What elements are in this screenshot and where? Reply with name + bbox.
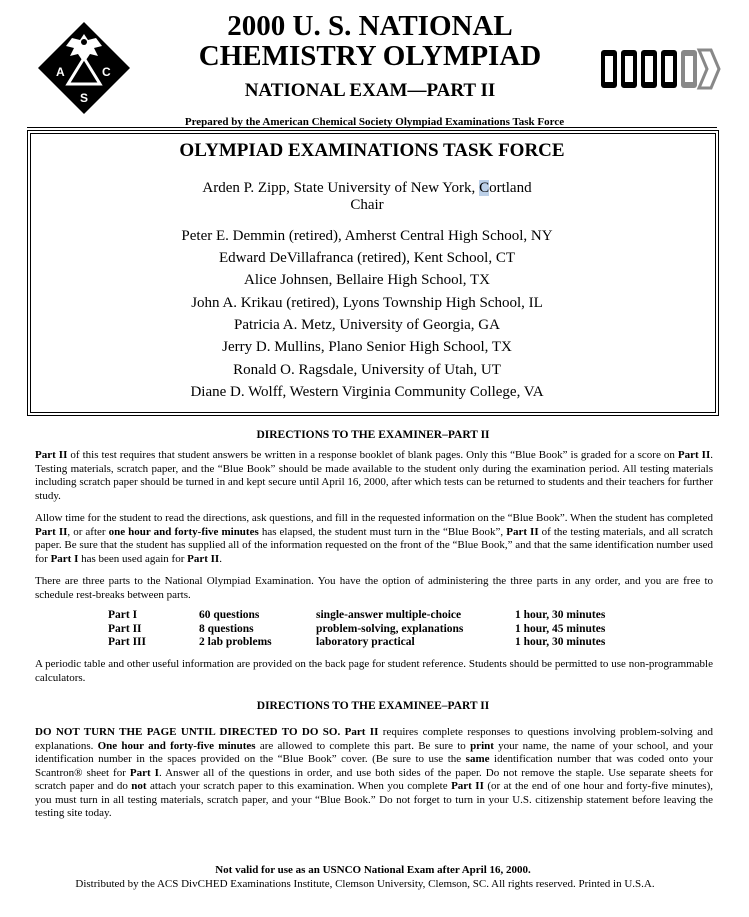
text-cursor-highlight: C (479, 180, 490, 196)
part-time-limit: 1 hour, 45 minutes (515, 622, 606, 635)
part-name: Part II (108, 622, 142, 635)
acs-logo-letter-c: C (102, 65, 111, 79)
exam-part-row (108, 609, 635, 623)
bold-text-run: not (131, 780, 147, 792)
part-question-count: 8 questions (199, 622, 254, 635)
exam-parts-table (108, 609, 635, 650)
text-run: Allow time for the student to read the directions, ask questions, and fill in the requested information on the “Blue Book”. When the student has completed (35, 512, 713, 524)
olympiad-logo (599, 46, 721, 92)
part-question-type: laboratory practical (316, 636, 415, 648)
chair-role: Chair (350, 197, 384, 213)
part-question-count: 60 questions (199, 609, 260, 621)
text-run: , or after (67, 525, 109, 538)
examinee-directions-heading: DIRECTIONS TO THE EXAMINEE–PART II (256, 700, 490, 712)
acs-logo (36, 20, 132, 116)
part-question-type: single-answer multiple-choice (316, 609, 462, 621)
part-time-limit: 1 hour, 30 minutes (515, 609, 606, 621)
bold-text-run: same (465, 753, 490, 765)
bold-text-run: Part II (35, 449, 68, 461)
text-run: requires complete responses to questions involving problem-solving and explanations. (35, 726, 713, 752)
part-time-limit: 1 hour, 30 minutes (515, 636, 606, 648)
text-run: are allowed to complete this part. Be sure to (255, 739, 471, 752)
bold-text-run: one hour and forty-five minutes (108, 525, 259, 538)
acs-logo-letter-a: A (56, 65, 65, 79)
part-name: Part I (108, 609, 138, 621)
part-question-type: problem-solving, explanations (316, 622, 464, 635)
task-force-member: Diane D. Wolff, Western Virginia Community College, VA (190, 384, 544, 400)
task-force-member: Peter E. Demmin (retired), Amherst Central High School, NY (181, 228, 553, 244)
exam-title-line2: CHEMISTRY OLYMPIAD (198, 40, 542, 72)
task-force-member: Jerry D. Mullins, Plano Senior High School, TX (222, 339, 512, 355)
text-run: (or at the end of one hour and forty-five minutes), you must turn in all testing materials, scratch paper, and your “Blue Book.” Do not forget to turn in your U.S. citizenship statement before leaving the testing site today. (35, 780, 714, 819)
examiner-directions-heading: DIRECTIONS TO THE EXAMINER–PART II (256, 429, 490, 441)
text-run: has elapsed, the student must turn in the “Blue Book”, (258, 525, 507, 538)
text-run: identification number that was coded onto your Scantron® sheet for (35, 753, 713, 779)
acs-logo-letter-s: S (80, 91, 89, 105)
examiner-paragraph-4: A periodic table and other useful information are provided on the back page for student reference. Students should be permitted to use non-programmable calculators. (35, 658, 713, 684)
text-run: . Answer all of the questions in order, and use both sides of the paper. Do not remove the staple. Use separate sheets for scratch paper and do (35, 766, 713, 792)
text-run: has been used again for (78, 552, 188, 565)
bold-text-run: Part I (129, 766, 159, 779)
exam-part-row (108, 636, 635, 650)
task-force-member: Ronald O. Ragsdale, University of Utah, UT (233, 362, 501, 378)
task-force-member: Patricia A. Metz, University of Georgia, GA (234, 317, 500, 333)
exam-part-row (108, 623, 635, 637)
header-divider (27, 127, 717, 128)
exam-subtitle: NATIONAL EXAM—PART II (244, 80, 496, 101)
bold-text-run: DO NOT TURN THE PAGE UNTIL DIRECTED TO DO SO. Part II (35, 726, 379, 738)
text-run: of this test requires that student answers be written in a response booklet of blank pages. Only this “Blue Book” is graded for a score on (67, 449, 678, 461)
exam-title-line1: 2000 U. S. NATIONAL (227, 10, 513, 42)
examiner-paragraph-3: There are three parts to the National Olympiad Examination. You have the option of administering the three parts in any order, and you are free to schedule rest-breaks between parts. (35, 575, 713, 601)
task-force-title: OLYMPIAD EXAMINATIONS TASK FORCE (179, 140, 565, 161)
text-run: attach your scratch paper to this examination. When you complete (146, 780, 452, 792)
bold-text-run: Part II (35, 525, 68, 538)
examinee-paragraph-1 (35, 726, 713, 821)
examiner-paragraph-2 (35, 512, 713, 566)
distribution-notice: Distributed by the ACS DivCHED Examinations Institute, Clemson University, Clemson, SC. All rights reserved. Printed in U.S.A. (75, 878, 655, 890)
task-force-member: Alice Johnsen, Bellaire High School, TX (244, 272, 490, 288)
bold-text-run: One hour and forty-five minutes (97, 739, 256, 752)
text-run: . Testing materials, scratch paper, and the “Blue Book” should be made available to the student only during the examination period. All testing materials including scratch paper should be turned in and kept secure until April 16, 2000, after which tests can be returned to students and their teachers for further study. (35, 449, 713, 502)
bold-text-run: Part II (677, 449, 711, 461)
task-force-member: John A. Krikau (retired), Lyons Township High School, IL (191, 295, 543, 311)
part-name: Part III (108, 636, 147, 648)
text-run: . (219, 552, 222, 565)
examiner-paragraph-1 (35, 449, 713, 503)
bold-text-run: Part II (506, 525, 539, 538)
part-question-count: 2 lab problems (199, 636, 272, 648)
bold-text-run: Part II (187, 552, 220, 565)
text-run: your name, the name of your school, and your identification number in the spaces provided on the “Blue Book” cover. (Be sure to use the (35, 739, 713, 765)
bold-text-run: Part II (451, 780, 484, 792)
text-run: of the testing materials, and all scratch paper. Be sure that the student has supplied all of the information requested on the front of the “Blue Book,” and that the same identification number used for (35, 525, 714, 565)
bold-text-run: print (470, 739, 494, 752)
prepared-by: Prepared by the American Chemical Society Olympiad Examinations Task Force (184, 116, 565, 128)
bold-text-run: Part I (50, 552, 79, 565)
task-force-member: Edward DeVillafranca (retired), Kent School, CT (218, 250, 516, 266)
validity-notice: Not valid for use as an USNCO National Exam after April 16, 2000. (215, 864, 531, 876)
chair-name: Arden P. Zipp, State University of New York, Cortland (202, 180, 532, 196)
